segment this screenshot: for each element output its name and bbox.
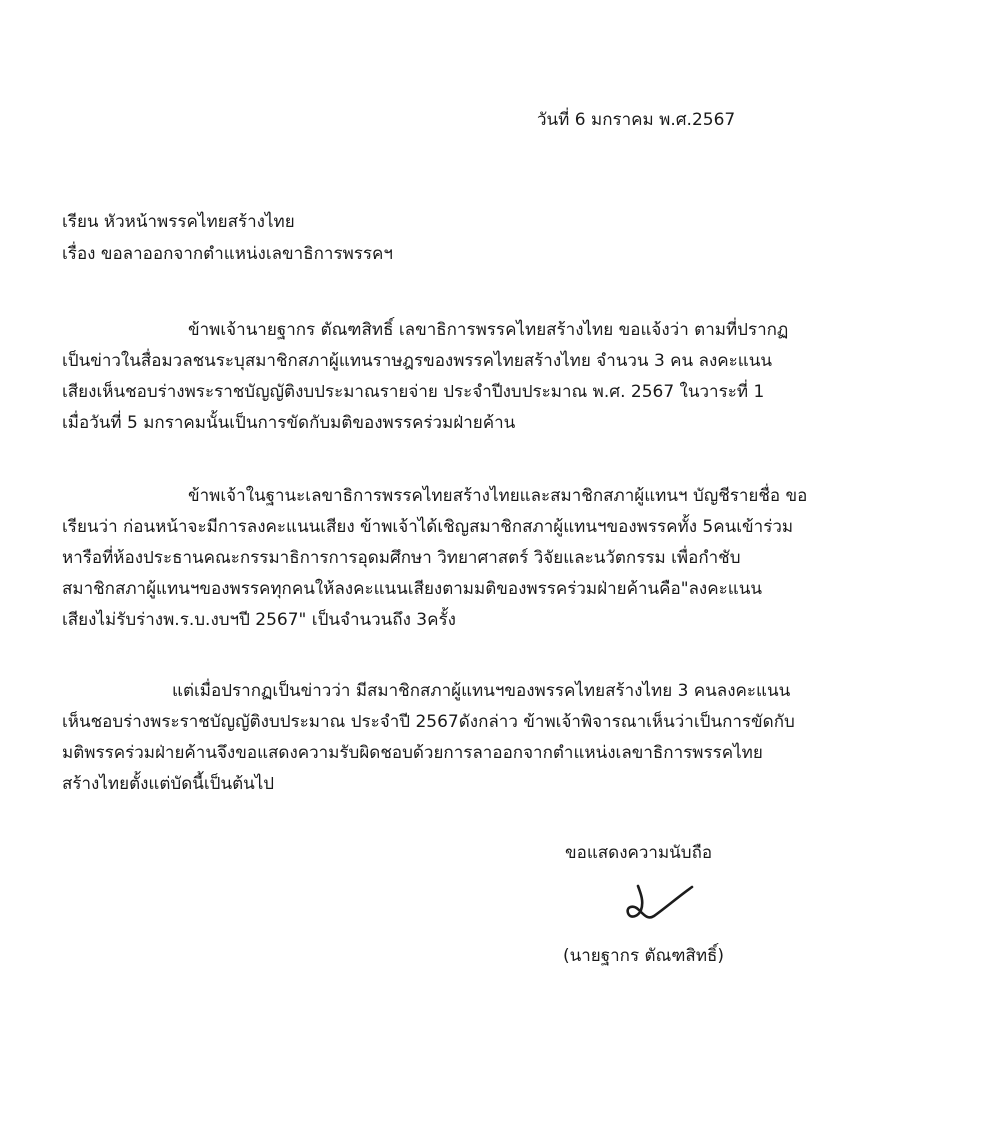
handwritten-signature [624, 880, 696, 932]
paragraph-line: หารือที่ห้องประธานคณะกรรมาธิการการอุดมศึกษา วิทยาศาสตร์ วิจัยและนวัตกรรม เพื่อกำชับ [62, 548, 741, 568]
paragraph-line: เมื่อวันที่ 5 มกราคมนั้นเป็นการขัดกับมติของพรรคร่วมฝ่ายค้าน [62, 413, 516, 433]
paragraph-3 [62, 676, 922, 800]
paragraph-line: เสียงเห็นชอบร่างพระราชบัญญัติงบประมาณรายจ่าย ประจำปีงบประมาณ พ.ศ. 2567 ในวาระที่ 1 [62, 382, 765, 402]
paragraph-line: ข้าพเจ้านายฐากร ตัณฑสิทธิ์ เลขาธิการพรรคไทยสร้างไทย ขอแจ้งว่า ตามที่ปรากฏ [188, 320, 789, 340]
paragraph-line: เห็นชอบร่างพระราชบัญญัติงบประมาณ ประจำปี 2567ดังกล่าว ข้าพเจ้าพิจารณาเห็นว่าเป็นการขัดกับ [62, 712, 795, 732]
paragraph-line: เป็นข่าวในสื่อมวลชนระบุสมาชิกสภาผู้แทนราษฎรของพรรคไทยสร้างไทย จำนวน 3 คน ลงคะแนน [62, 351, 772, 371]
paragraph-2 [62, 481, 922, 636]
paragraph-1 [62, 315, 922, 439]
paragraph-line: เรียนว่า ก่อนหน้าจะมีการลงคะแนนเสียง ข้าพเจ้าได้เชิญสมาชิกสภาผู้แทนฯของพรรคทั้ง 5คนเข้าร่วม [62, 517, 794, 537]
paragraph-line: สมาชิกสภาผู้แทนฯของพรรคทุกคนให้ลงคะแนนเสียงตามมติของพรรคร่วมฝ่ายค้านคือ"ลงคะแนน [62, 579, 762, 599]
letter-subject: เรื่อง ขอลาออกจากตำแหน่งเลขาธิการพรรคฯ [62, 244, 393, 264]
closing-salutation: ขอแสดงความนับถือ [565, 843, 713, 863]
letter-recipient: เรียน หัวหน้าพรรคไทยสร้างไทย [62, 212, 295, 232]
paragraph-line: ข้าพเจ้าในฐานะเลขาธิการพรรคไทยสร้างไทยและสมาชิกสภาผู้แทนฯ บัญชีรายชื่อ ขอ [188, 486, 808, 506]
paragraph-line: สร้างไทยตั้งแต่บัดนี้เป็นต้นไป [62, 774, 275, 794]
paragraph-line: เสียงไม่รับร่างพ.ร.บ.งบฯปี 2567" เป็นจำนวนถึง 3ครั้ง [62, 610, 456, 630]
paragraph-line: มติพรรคร่วมฝ่ายค้านจึงขอแสดงความรับผิดชอบด้วยการลาออกจากตำแหน่งเลขาธิการพรรคไทย [62, 743, 763, 763]
letter-date: วันที่ 6 มกราคม พ.ศ.2567 [537, 110, 736, 130]
signatory-name: (นายฐากร ตัณฑสิทธิ์) [563, 946, 725, 966]
paragraph-line: แต่เมื่อปรากฏเป็นข่าวว่า มีสมาชิกสภาผู้แทนฯของพรรคไทยสร้างไทย 3 คนลงคะแนน [172, 681, 791, 701]
